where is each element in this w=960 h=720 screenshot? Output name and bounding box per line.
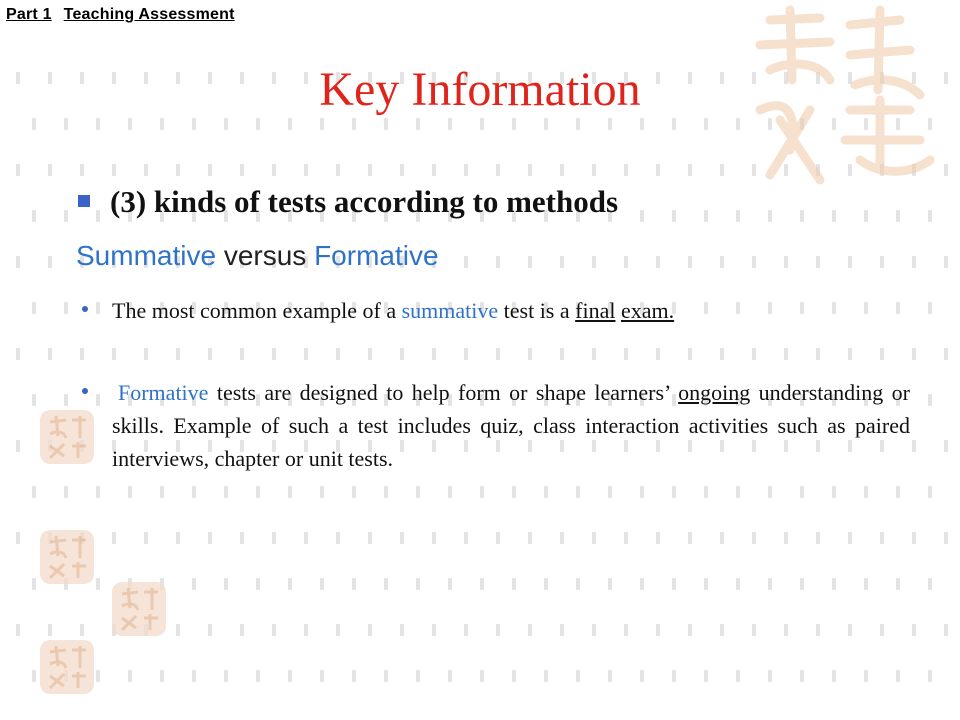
dash-mark <box>288 578 292 590</box>
dash-mark <box>320 118 324 130</box>
dash-mark <box>592 532 596 544</box>
dash-mark <box>688 624 692 636</box>
dash-mark <box>160 670 164 682</box>
bullet-text-part: The most common example of a <box>112 298 402 323</box>
dash-mark <box>640 578 644 590</box>
dash-mark <box>928 210 932 222</box>
dash-mark <box>432 348 436 360</box>
dash-mark <box>192 670 196 682</box>
dash-mark <box>144 348 148 360</box>
dash-mark <box>640 118 644 130</box>
dash-mark <box>864 486 868 498</box>
dash-mark <box>704 486 708 498</box>
bullet-emphasis: Formative <box>118 380 209 405</box>
dash-mark <box>144 164 148 176</box>
dash-mark <box>640 210 644 222</box>
dash-mark <box>816 348 820 360</box>
dash-mark <box>272 164 276 176</box>
bullet-item <box>76 376 910 475</box>
dash-mark <box>576 118 580 130</box>
dash-mark <box>576 670 580 682</box>
dash-mark <box>16 164 20 176</box>
dash-mark <box>96 118 100 130</box>
dash-mark <box>192 118 196 130</box>
dash-mark <box>384 670 388 682</box>
dash-mark <box>848 624 852 636</box>
dash-mark <box>64 486 68 498</box>
dash-mark <box>288 118 292 130</box>
dash-mark <box>704 210 708 222</box>
dash-mark <box>464 624 468 636</box>
dash-mark <box>672 118 676 130</box>
dash-mark <box>304 532 308 544</box>
dash-mark <box>656 624 660 636</box>
dash-mark <box>656 164 660 176</box>
dash-mark <box>720 164 724 176</box>
dash-mark <box>96 578 100 590</box>
dash-mark <box>304 348 308 360</box>
dash-mark <box>784 256 788 268</box>
dash-mark <box>768 578 772 590</box>
dash-mark <box>32 670 36 682</box>
dash-mark <box>592 624 596 636</box>
dash-mark <box>544 118 548 130</box>
dash-mark <box>48 348 52 360</box>
dash-mark <box>304 624 308 636</box>
dash-mark <box>560 164 564 176</box>
dash-mark <box>272 624 276 636</box>
dash-row <box>0 486 960 500</box>
dash-mark <box>192 578 196 590</box>
dash-mark <box>224 486 228 498</box>
dash-mark <box>848 348 852 360</box>
dash-mark <box>800 486 804 498</box>
dash-mark <box>560 532 564 544</box>
dash-mark <box>64 210 68 222</box>
dash-mark <box>800 670 804 682</box>
dash-mark <box>480 118 484 130</box>
dash-mark <box>448 578 452 590</box>
bullet-text-part: tests are designed to help form or shape learners’ <box>208 380 679 405</box>
dash-mark <box>624 164 628 176</box>
seal-decoration <box>40 530 94 584</box>
dash-mark <box>912 256 916 268</box>
dash-mark <box>576 578 580 590</box>
dash-mark <box>512 486 516 498</box>
dash-mark <box>880 532 884 544</box>
dash-mark <box>480 670 484 682</box>
bullet-text <box>112 294 910 327</box>
dash-mark <box>688 164 692 176</box>
dash-mark <box>96 486 100 498</box>
dash-mark <box>448 670 452 682</box>
section-tag <box>6 6 247 24</box>
subheading <box>76 240 439 272</box>
dash-mark <box>656 532 660 544</box>
dash-mark <box>288 670 292 682</box>
dash-mark <box>352 578 356 590</box>
dash-mark <box>80 624 84 636</box>
dash-mark <box>944 532 948 544</box>
dash-mark <box>480 578 484 590</box>
dash-mark <box>352 118 356 130</box>
dash-mark <box>400 348 404 360</box>
dash-mark <box>256 118 260 130</box>
dash-mark <box>80 164 84 176</box>
dash-mark <box>784 624 788 636</box>
dash-mark <box>864 210 868 222</box>
dash-mark <box>240 624 244 636</box>
dash-mark <box>672 670 676 682</box>
dash-mark <box>880 348 884 360</box>
dash-mark <box>384 578 388 590</box>
dash-mark <box>608 118 612 130</box>
dash-mark <box>560 256 564 268</box>
dash-mark <box>96 670 100 682</box>
dash-mark <box>64 394 68 406</box>
dash-mark <box>416 118 420 130</box>
dash-mark <box>704 670 708 682</box>
dash-mark <box>32 394 36 406</box>
dash-mark <box>432 624 436 636</box>
dash-mark <box>544 486 548 498</box>
dash-mark <box>720 624 724 636</box>
dash-mark <box>160 118 164 130</box>
dash-mark <box>752 256 756 268</box>
dash-mark <box>736 578 740 590</box>
dash-mark <box>336 532 340 544</box>
dash-mark <box>944 256 948 268</box>
dash-mark <box>224 578 228 590</box>
dash-mark <box>16 624 20 636</box>
dash-mark <box>832 210 836 222</box>
dash-mark <box>464 164 468 176</box>
dash-mark <box>880 624 884 636</box>
dash-mark <box>624 624 628 636</box>
dash-mark <box>768 670 772 682</box>
bullet-text-part: understanding or skills. Example of such a test includes quiz, class interaction activities such as paired interviews, chapter or unit tests. <box>112 380 911 471</box>
dash-mark <box>368 348 372 360</box>
dash-mark <box>320 486 324 498</box>
dash-mark <box>416 486 420 498</box>
dash-mark <box>928 302 932 314</box>
dash-mark <box>48 256 52 268</box>
dash-mark <box>160 486 164 498</box>
dash-mark <box>16 256 20 268</box>
dash-mark <box>928 670 932 682</box>
dash-mark <box>208 624 212 636</box>
dash-mark <box>400 532 404 544</box>
dash-mark <box>32 302 36 314</box>
dash-row <box>0 670 960 684</box>
dash-mark <box>528 532 532 544</box>
dash-mark <box>864 578 868 590</box>
dash-mark <box>256 578 260 590</box>
dash-mark <box>176 164 180 176</box>
dash-mark <box>848 256 852 268</box>
dash-mark <box>144 532 148 544</box>
dash-mark <box>592 164 596 176</box>
dash-mark <box>240 532 244 544</box>
dash-mark <box>944 348 948 360</box>
dash-mark <box>688 532 692 544</box>
bullet-underline: exam. <box>620 298 675 323</box>
dash-mark <box>624 532 628 544</box>
dash-mark <box>528 256 532 268</box>
dash-mark <box>512 670 516 682</box>
dash-mark <box>256 670 260 682</box>
dash-mark <box>944 624 948 636</box>
dash-mark <box>400 624 404 636</box>
dash-mark <box>176 532 180 544</box>
dash-mark <box>896 578 900 590</box>
dash-mark <box>560 348 564 360</box>
dash-mark <box>48 164 52 176</box>
dash-mark <box>752 532 756 544</box>
bullet-dot-icon <box>82 388 88 394</box>
dash-row <box>0 532 960 546</box>
bullet-item <box>76 294 910 327</box>
square-bullet-icon <box>78 195 90 207</box>
dash-mark <box>816 256 820 268</box>
dash-mark <box>320 670 324 682</box>
dash-mark <box>176 624 180 636</box>
dash-row <box>0 348 960 362</box>
dash-mark <box>368 532 372 544</box>
dash-mark <box>720 256 724 268</box>
dash-mark <box>768 210 772 222</box>
dash-mark <box>496 624 500 636</box>
dash-mark <box>384 118 388 130</box>
subhead-versus: versus <box>216 240 315 271</box>
dash-mark <box>736 670 740 682</box>
dash-mark <box>240 348 244 360</box>
dash-mark <box>384 486 388 498</box>
part-label: Part 1 <box>6 6 52 23</box>
dash-mark <box>416 578 420 590</box>
dash-mark <box>608 670 612 682</box>
dash-mark <box>560 624 564 636</box>
dash-mark <box>912 624 916 636</box>
dash-mark <box>608 578 612 590</box>
dash-mark <box>176 348 180 360</box>
dash-mark <box>224 670 228 682</box>
dash-mark <box>832 670 836 682</box>
dash-mark <box>496 256 500 268</box>
dash-mark <box>128 118 132 130</box>
dash-mark <box>928 578 932 590</box>
dash-mark <box>336 164 340 176</box>
dash-mark <box>688 348 692 360</box>
dash-mark <box>912 532 916 544</box>
dash-mark <box>288 486 292 498</box>
dash-mark <box>352 670 356 682</box>
dash-mark <box>928 486 932 498</box>
dash-mark <box>832 578 836 590</box>
dash-mark <box>512 578 516 590</box>
section-label: Teaching Assessment <box>63 6 235 23</box>
dash-mark <box>432 532 436 544</box>
bullet-emphasis: summative <box>401 298 499 323</box>
dash-mark <box>848 532 852 544</box>
dash-mark <box>896 486 900 498</box>
dash-mark <box>912 348 916 360</box>
seal-decoration <box>112 582 166 636</box>
dash-mark <box>672 486 676 498</box>
dash-mark <box>80 348 84 360</box>
dash-mark <box>112 348 116 360</box>
dash-mark <box>64 118 68 130</box>
dash-mark <box>496 348 500 360</box>
dash-mark <box>368 624 372 636</box>
dash-mark <box>112 164 116 176</box>
dash-mark <box>416 670 420 682</box>
bullet-underline: ongoing <box>678 380 751 405</box>
dash-mark <box>704 578 708 590</box>
dash-mark <box>448 486 452 498</box>
dash-mark <box>656 348 660 360</box>
dash-mark <box>640 486 644 498</box>
bullet-underline: final <box>575 298 616 323</box>
dash-mark <box>208 164 212 176</box>
dash-mark <box>464 532 468 544</box>
dash-mark <box>336 348 340 360</box>
dash-mark <box>640 670 644 682</box>
dash-mark <box>784 532 788 544</box>
dash-mark <box>800 210 804 222</box>
seal-decoration <box>40 640 94 694</box>
dash-mark <box>816 532 820 544</box>
heading-text: (3) kinds of tests according to methods <box>110 184 619 219</box>
dash-mark <box>544 670 548 682</box>
dash-mark <box>624 348 628 360</box>
dash-mark <box>272 348 276 360</box>
dash-mark <box>32 210 36 222</box>
dash-mark <box>736 486 740 498</box>
dash-mark <box>880 256 884 268</box>
dash-mark <box>768 486 772 498</box>
dash-mark <box>544 578 548 590</box>
dash-mark <box>16 440 20 452</box>
dash-mark <box>944 440 948 452</box>
dash-mark <box>464 348 468 360</box>
slide-title: Key Information <box>319 63 641 116</box>
dash-mark <box>256 486 260 498</box>
dash-mark <box>928 394 932 406</box>
dash-mark <box>896 670 900 682</box>
dash-mark <box>752 348 756 360</box>
dash-mark <box>336 624 340 636</box>
dash-mark <box>672 578 676 590</box>
dash-mark <box>272 532 276 544</box>
dash-mark <box>688 256 692 268</box>
dash-mark <box>896 210 900 222</box>
dash-mark <box>528 348 532 360</box>
dash-mark <box>608 486 612 498</box>
dash-mark <box>64 302 68 314</box>
dash-mark <box>400 164 404 176</box>
dash-mark <box>224 118 228 130</box>
dash-mark <box>720 348 724 360</box>
dash-mark <box>32 578 36 590</box>
dash-mark <box>448 118 452 130</box>
dash-mark <box>672 210 676 222</box>
dash-mark <box>16 348 20 360</box>
dash-mark <box>192 486 196 498</box>
dash-mark <box>656 256 660 268</box>
dash-mark <box>864 670 868 682</box>
dash-mark <box>128 670 132 682</box>
bullet-text <box>112 376 910 475</box>
dash-mark <box>528 624 532 636</box>
dash-mark <box>128 486 132 498</box>
bullet-dot-icon <box>82 306 88 312</box>
subhead-summative: Summative <box>76 240 217 271</box>
dash-mark <box>16 532 20 544</box>
dash-mark <box>512 118 516 130</box>
dash-mark <box>528 164 532 176</box>
dash-mark <box>208 348 212 360</box>
dash-mark <box>496 532 500 544</box>
dash-mark <box>816 624 820 636</box>
dash-mark <box>48 624 52 636</box>
dash-mark <box>352 486 356 498</box>
dash-mark <box>208 532 212 544</box>
dash-mark <box>832 486 836 498</box>
dash-mark <box>624 256 628 268</box>
dash-mark <box>496 164 500 176</box>
section-heading <box>78 184 618 220</box>
dash-mark <box>480 486 484 498</box>
dash-mark <box>432 164 436 176</box>
dash-mark <box>800 578 804 590</box>
dash-mark <box>32 118 36 130</box>
dash-mark <box>576 486 580 498</box>
dash-mark <box>784 348 788 360</box>
subhead-formative: Formative <box>314 240 439 271</box>
dash-mark <box>736 210 740 222</box>
dash-mark <box>32 486 36 498</box>
dash-mark <box>464 256 468 268</box>
dash-mark <box>912 440 916 452</box>
bullet-text-part: test is a <box>498 298 576 323</box>
dash-mark <box>704 118 708 130</box>
dash-mark <box>720 532 724 544</box>
dash-mark <box>112 532 116 544</box>
dash-mark <box>240 164 244 176</box>
dash-mark <box>368 164 372 176</box>
dash-mark <box>592 256 596 268</box>
dash-mark <box>320 578 324 590</box>
dash-mark <box>592 348 596 360</box>
dash-mark <box>752 624 756 636</box>
dash-mark <box>304 164 308 176</box>
